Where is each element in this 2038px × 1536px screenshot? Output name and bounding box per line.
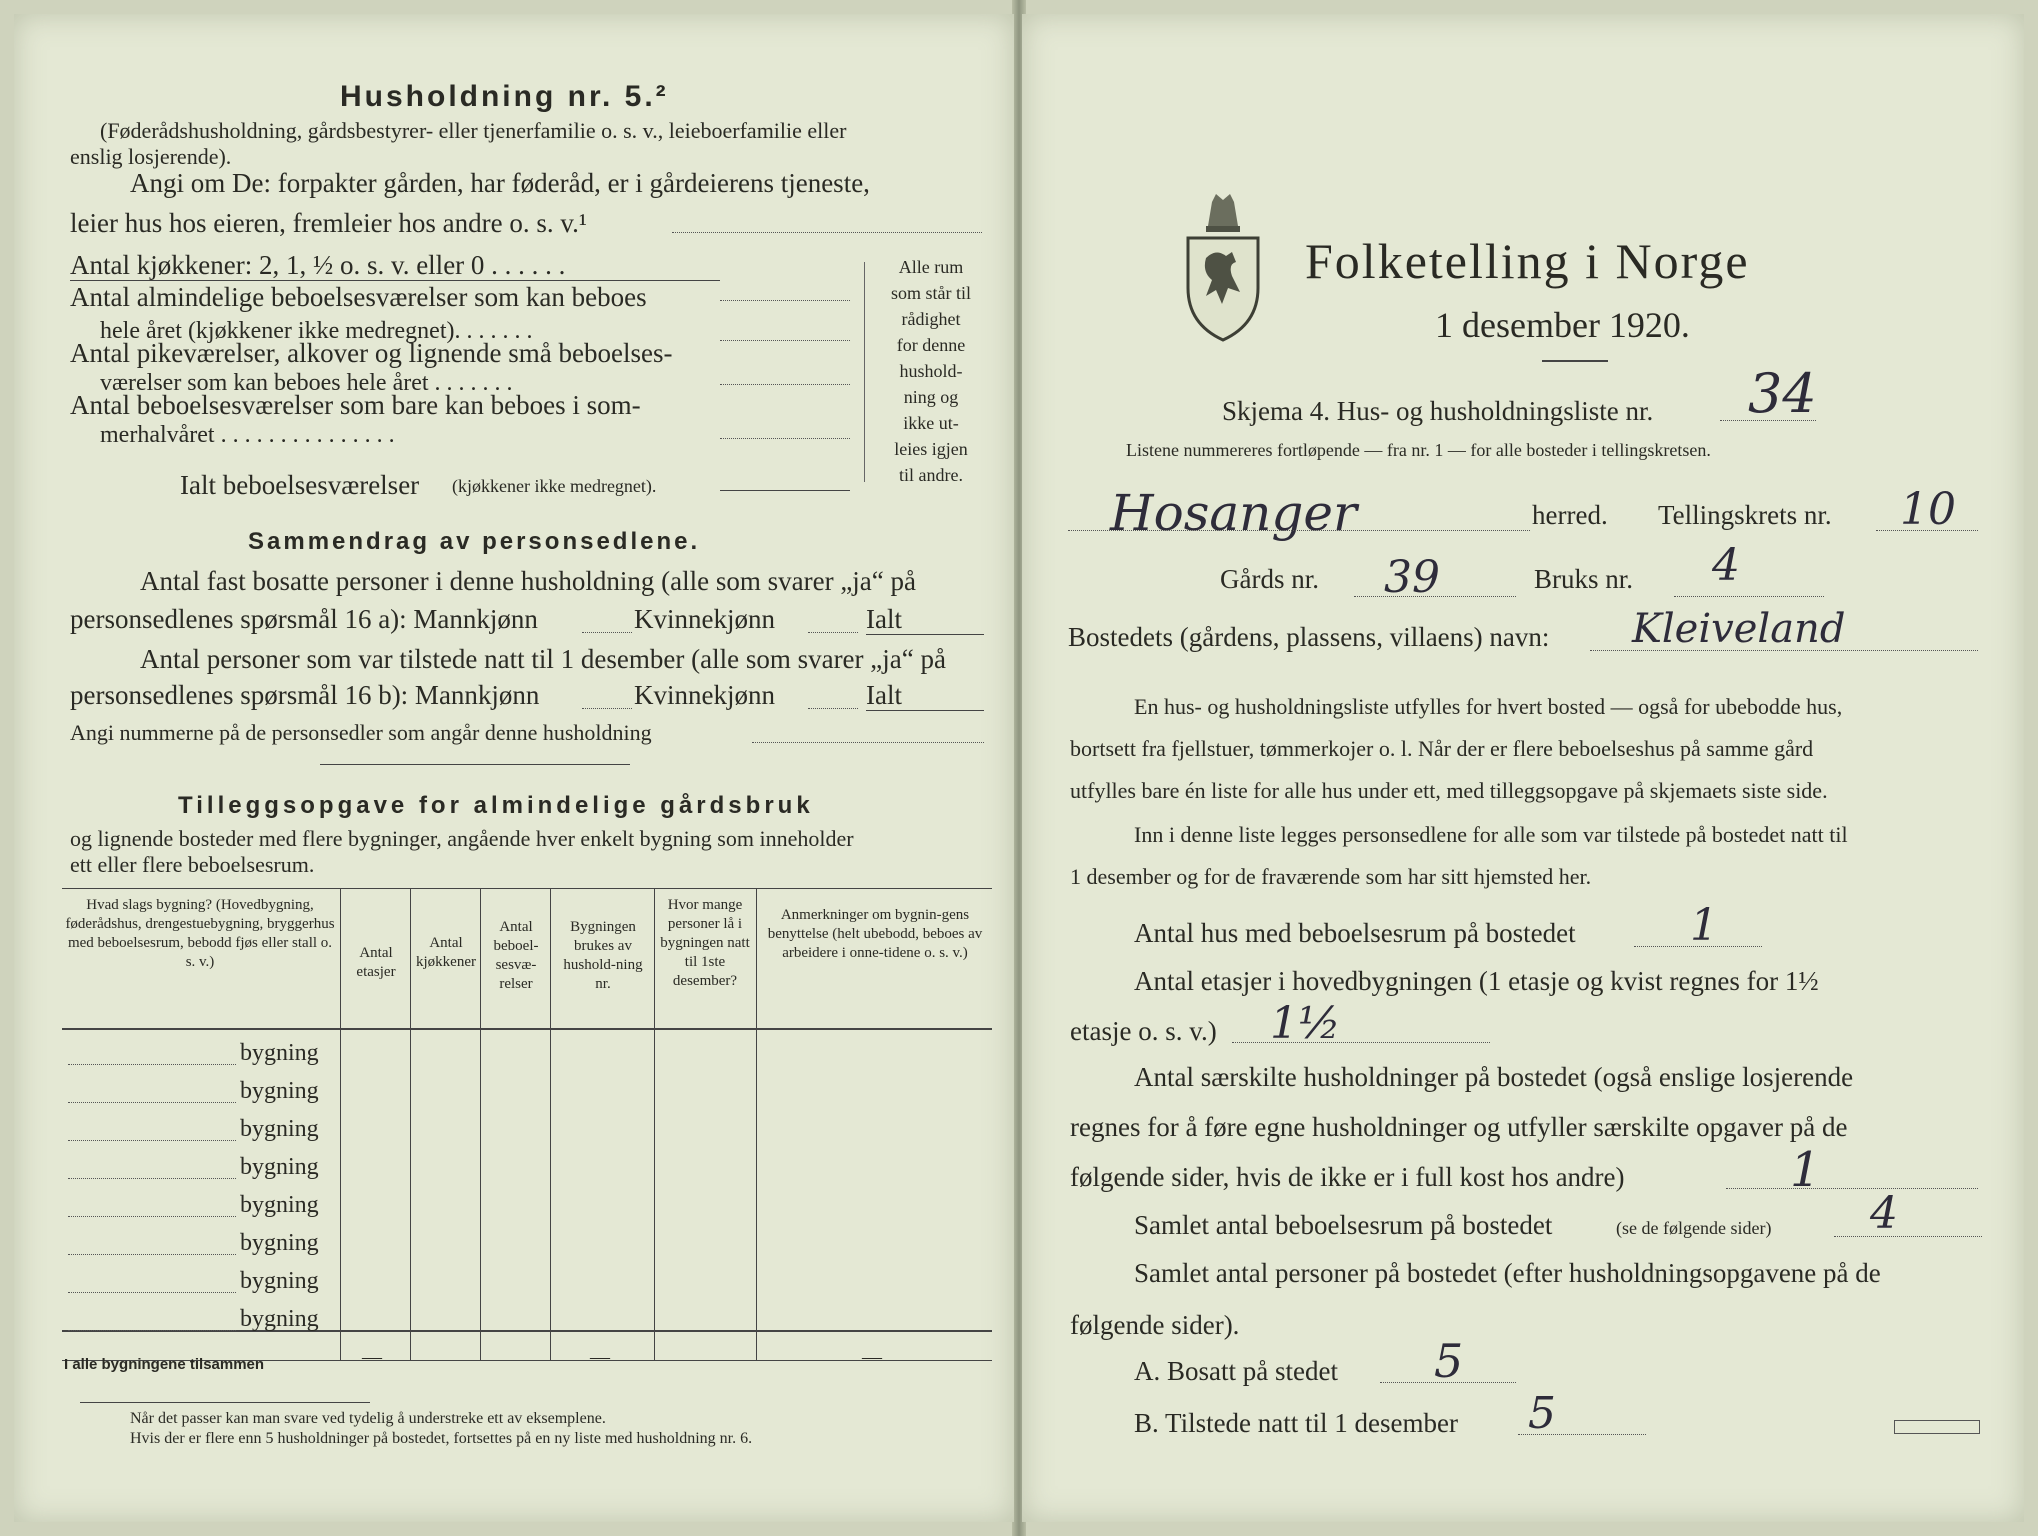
ordinary-rooms-answer: [720, 340, 850, 341]
table-row: [62, 1266, 992, 1304]
bruks-line: [1674, 596, 1824, 597]
row-entry-line: [68, 1216, 236, 1217]
footnote-1: Når det passer kan man svare ved tydelig å understreke ett av eksemplene.: [130, 1410, 606, 1427]
summary-present-line-1: Antal personer som var tilstede natt til 1 desember (alle som svarer „ja“ på: [140, 644, 946, 674]
bosted-line: [1590, 650, 1978, 651]
rooms-side-note: [876, 254, 986, 488]
info-line-4: Inn i denne liste legges personsedlene for alle som var tilstede på bostedet natt til: [1134, 822, 1848, 847]
herred-value: Hosanger: [1110, 484, 1357, 542]
q-rum-note: (se de følgende sider): [1616, 1218, 1772, 1238]
angi-answer-line: [672, 232, 982, 233]
listene-note: Listene nummereres fortløpende — fra nr. 1 — for alle bosteder i tellingskretsen.: [1126, 440, 1711, 460]
q-hush-line-3: følgende sider, hvis de ikke er i full kost hos andre): [1070, 1162, 1625, 1192]
q-pers-line-2: følgende sider).: [1070, 1310, 1240, 1340]
row-label: bygning: [240, 1230, 319, 1256]
census-date: 1 desember 1920.: [1435, 305, 1690, 345]
side-note-line: rådighet: [901, 309, 961, 329]
table-row: [62, 1304, 992, 1342]
tillegg-line-2: ett eller flere beboelsesrum.: [70, 852, 315, 877]
summer-rooms-label-2: merhalvåret . . . . . . . . . . . . . . .: [100, 422, 395, 448]
maid-rooms-label-1: Antal pikeværelser, alkover og lignende små beboelses-: [70, 338, 673, 368]
present-total-label: Ialt: [866, 680, 902, 710]
bruks-value: 4: [1712, 540, 1740, 591]
q-etasjer-line: [1232, 1042, 1490, 1043]
info-line-1: En hus- og husholdningsliste utfylles for hvert bosted — også for ubebodde hus,: [1134, 694, 1843, 719]
row-entry-line: [68, 1292, 236, 1293]
q-hush-line-2: regnes for å føre egne husholdninger og utfyller særskilte opgaver på de: [1070, 1112, 1848, 1142]
q-b-label: B. Tilstede natt til 1 desember: [1134, 1408, 1458, 1438]
resident-female-label: Kvinnekjønn: [634, 604, 775, 634]
gards-label: Gårds nr.: [1220, 564, 1319, 594]
q-rum-line: [1834, 1236, 1982, 1237]
table-top-rule: [62, 888, 992, 889]
q-etasjer-line-2: etasje o. s. v.): [1070, 1016, 1217, 1046]
side-note-line: for denne: [896, 335, 966, 355]
summary-present-line-2: personsedlenes spørsmål 16 b): Mannkjønn: [70, 680, 540, 710]
q-hus-value: 1: [1690, 900, 1718, 951]
present-male-answer: [582, 708, 632, 709]
table-row: [62, 1152, 992, 1190]
summer-rooms-label-1: Antal beboelsesværelser som bare kan beboes i som-: [70, 390, 641, 420]
list-number-line: [1720, 420, 1816, 421]
q-hush-line-1: Antal særskilte husholdninger på bostedet (også enslige losjerende: [1134, 1062, 1854, 1092]
total-row-label: I alle bygningene tilsammen: [64, 1356, 265, 1373]
summary-resident-line-1: Antal fast bosatte personer i denne husholdning (alle som svarer „ja“ på: [140, 566, 916, 596]
row-label: bygning: [240, 1040, 319, 1066]
q-hush-line: [1726, 1188, 1978, 1189]
table-header-rule: [62, 1028, 992, 1030]
col-header-building-type: Hvad slags bygning? (Hovedbygning, føderådshus, drengestuebygning, bryggerhus med beboelsesrum, bebodd fjøs eller stall o. s. v.): [65, 897, 335, 970]
maid-rooms-label-2: værelser som kan beboes hele året . . . . . . .: [100, 370, 513, 396]
bosted-label: Bostedets (gårdens, plassens, villaens) navn:: [1068, 622, 1550, 652]
footnote-rule: [80, 1402, 370, 1403]
info-line-5: 1 desember og for de fraværende som har sitt hjemsted her.: [1070, 864, 1592, 889]
angi-nummerne: Angi nummerne på de personsedler som angår denne husholdning: [70, 720, 652, 745]
row-entry-line: [68, 1330, 236, 1331]
row-label: bygning: [240, 1306, 319, 1332]
row-label: bygning: [240, 1154, 319, 1180]
table-row: [62, 1190, 992, 1228]
row-entry-line: [68, 1254, 236, 1255]
kitchens-rule: [70, 280, 720, 281]
q-hus-label: Antal hus med beboelsesrum på bostedet: [1134, 918, 1576, 948]
q-hush-value: 1: [1790, 1142, 1821, 1198]
resident-male-answer: [582, 632, 632, 633]
row-label: bygning: [240, 1268, 319, 1294]
col-header-kitchens: Antal kjøkkener: [416, 935, 476, 970]
ordinary-rooms-label-1: Antal almindelige beboelsesværelser som kan beboes: [70, 282, 647, 312]
info-line-2: bortsett fra fjellstuer, tømmerkojer o. l. Når der er flere beboelseshus på samme gård: [1070, 736, 1814, 761]
tillegg-line-1: og lignende bosteder med flere bygninger, angående hver enkelt bygning som inneholder: [70, 826, 854, 851]
table-row: [62, 1114, 992, 1152]
row-entry-line: [68, 1064, 236, 1065]
total-household-dash: —: [590, 1346, 610, 1368]
q-etasjer-value: 1½: [1270, 998, 1341, 1049]
norway-coat-of-arms-icon: [1182, 192, 1264, 342]
q-etasjer-line-1: Antal etasjer i hovedbygningen (1 etasje og kvist regnes for 1½: [1134, 966, 1819, 996]
side-note-line: ikke ut-: [903, 413, 959, 433]
q-rum-value: 4: [1870, 1188, 1898, 1239]
total-rooms-answer: [720, 490, 850, 491]
skjema-label: Skjema 4. Hus- og husholdningsliste nr.: [1222, 396, 1654, 426]
bruks-label: Bruks nr.: [1534, 564, 1634, 594]
printer-stamp: [1894, 1420, 1980, 1434]
col-header-persons: Hvor mange personer lå i bygningen natt til 1ste desember?: [660, 897, 750, 989]
tillegg-heading: Tilleggsopgave for almindelige gårdsbruk: [178, 792, 814, 819]
q-hus-line: [1634, 946, 1762, 947]
summary-resident-line-2: personsedlenes spørsmål 16 a): Mannkjønn: [70, 604, 538, 634]
row-entry-line: [68, 1102, 236, 1103]
q-pers-line-1: Samlet antal personer på bostedet (efter husholdningsopgavene på de: [1134, 1258, 1881, 1288]
side-note-line: til andre.: [899, 465, 963, 485]
household-title: Husholdning nr. 5.²: [340, 80, 669, 113]
census-title: Folketelling i Norge: [1305, 233, 1750, 289]
resident-total-label: Ialt: [866, 604, 902, 634]
tellingskrets-label: Tellingskrets nr.: [1658, 500, 1832, 530]
total-floors-dash: —: [362, 1346, 382, 1368]
side-note-line: ning og: [903, 387, 959, 407]
resident-total-answer: [866, 634, 984, 635]
row-entry-line: [68, 1178, 236, 1179]
q-a-value: 5: [1434, 1334, 1464, 1388]
resident-female-answer: [808, 632, 858, 633]
gards-value: 39: [1384, 552, 1440, 603]
row-label: bygning: [240, 1192, 319, 1218]
q-a-line: [1380, 1382, 1516, 1383]
total-remarks-dash: —: [862, 1346, 882, 1368]
row-label: bygning: [240, 1116, 319, 1142]
side-note-line: leies igjen: [894, 439, 968, 459]
table-row: [62, 1228, 992, 1266]
q-a-label: A. Bosatt på stedet: [1134, 1356, 1338, 1386]
building-table: [62, 888, 992, 1380]
present-female-answer: [808, 708, 858, 709]
tellingskrets-value: 10: [1900, 484, 1956, 535]
title-divider: [1542, 360, 1608, 362]
summer-rooms-answer: [720, 438, 850, 439]
info-line-3: utfylles bare én liste for alle hus under ett, med tilleggsopgave på skjemaets siste side.: [1070, 778, 1828, 803]
list-number-value: 34: [1748, 362, 1817, 425]
present-total-answer: [866, 710, 984, 711]
col-header-floors: Antal etasjer: [356, 945, 396, 980]
herred-label: herred.: [1532, 500, 1608, 530]
ordinary-rooms-label-2: hele året (kjøkkener ikke medregnet). . . . . . .: [100, 318, 533, 344]
angi-line-2: leier hus hos eieren, fremleier hos andre o. s. v.¹: [70, 208, 587, 238]
section-divider: [320, 764, 630, 765]
angi-line-1: Angi om De: forpakter gården, har føderåd, er i gårdeierens tjeneste,: [130, 168, 870, 198]
col-header-remarks: Anmerkninger om bygnin-gens benyttelse (helt ubebodd, beboes av arbeidere i onne-tidene o. s. v.): [767, 907, 983, 961]
table-row: [62, 1076, 992, 1114]
q-rum-label: Samlet antal beboelsesrum på bostedet: [1134, 1210, 1553, 1240]
present-female-label: Kvinnekjønn: [634, 680, 775, 710]
rooms-bracket: [864, 262, 865, 482]
intro-note-line-1: (Føderådshusholdning, gårdsbestyrer- eller tjenerfamilie o. s. v., leieboerfamilie eller: [100, 118, 847, 143]
q-b-line: [1518, 1434, 1646, 1435]
side-note-line: som står til: [891, 283, 971, 303]
tellingskrets-line: [1876, 530, 1978, 531]
side-note-line: hushold-: [899, 361, 963, 381]
nummerne-answer: [752, 742, 984, 743]
row-label: bygning: [240, 1078, 319, 1104]
kitchens-label: Antal kjøkkener: 2, 1, ½ o. s. v. eller 0 . . . . . .: [70, 250, 566, 280]
footnote-2: Hvis der er flere enn 5 husholdninger på bostedet, fortsettes på en ny liste med husholdning nr. 6.: [130, 1430, 753, 1447]
herred-line: [1068, 530, 1530, 531]
total-rooms-note: (kjøkkener ikke medregnet).: [452, 476, 657, 496]
col-header-rooms: Antal beboel-sesvæ-relser: [493, 919, 539, 992]
total-rooms-label: Ialt beboelsesværelser: [180, 470, 420, 500]
maid-rooms-answer: [720, 384, 850, 385]
col-header-household: Bygningen brukes av hushold-ning nr.: [563, 919, 643, 992]
q-b-value: 5: [1528, 1388, 1556, 1439]
intro-note-line-2: enslig losjerende).: [70, 144, 232, 169]
bosted-value: Kleiveland: [1632, 606, 1846, 652]
gards-line: [1354, 596, 1516, 597]
table-row: [62, 1038, 992, 1076]
kitchens-answer: [720, 300, 850, 301]
row-entry-line: [68, 1140, 236, 1141]
side-note-line: Alle rum: [898, 257, 964, 277]
summary-heading: Sammendrag av personsedlene.: [248, 528, 701, 555]
